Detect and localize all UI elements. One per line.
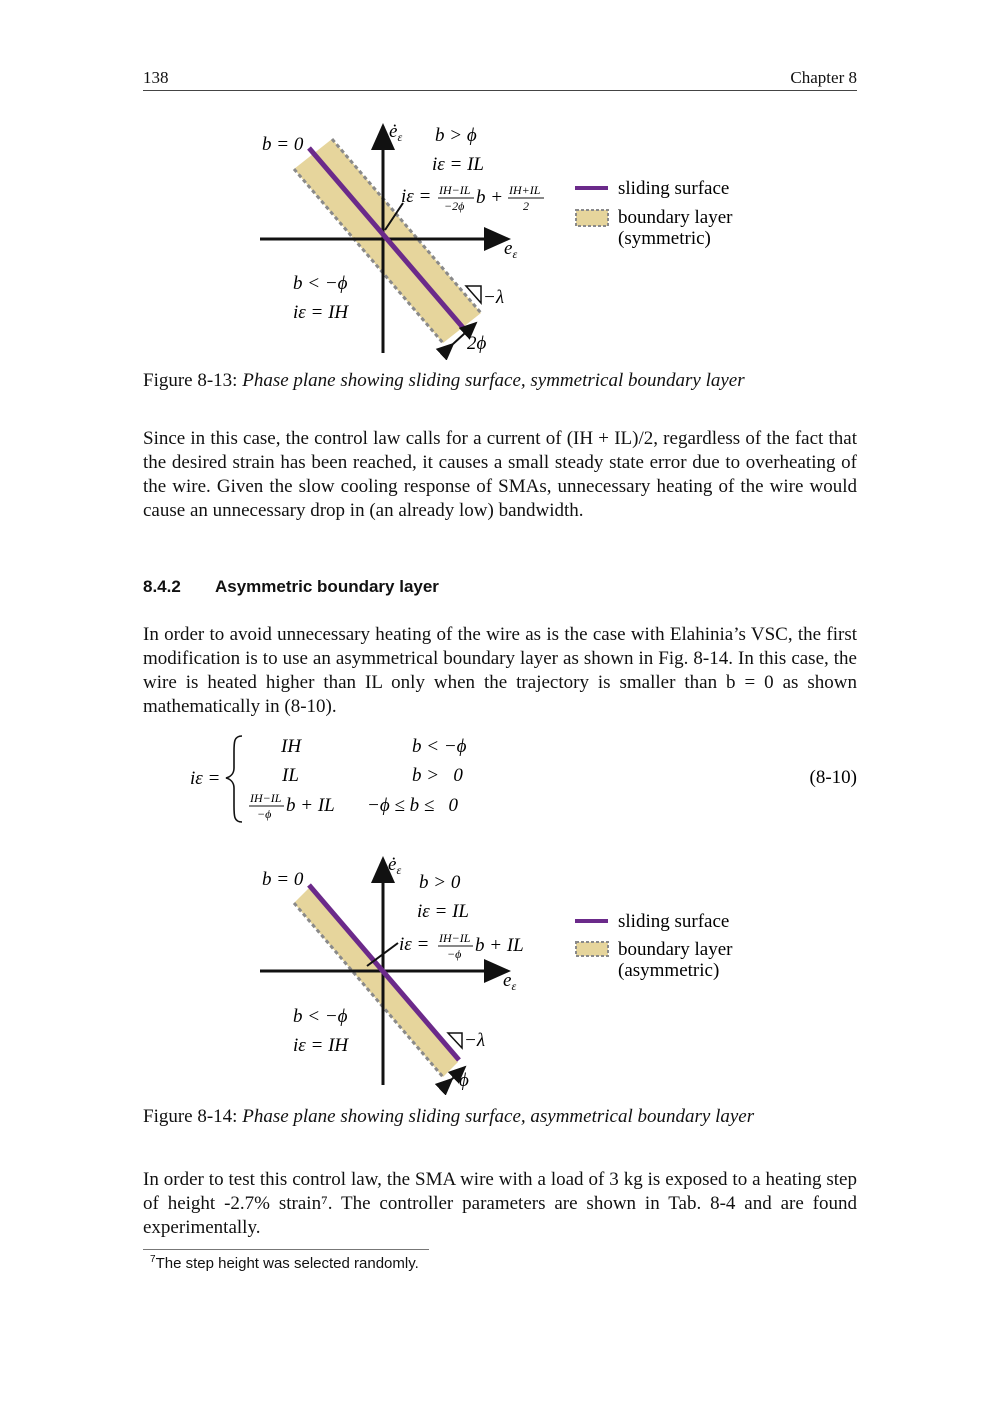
- region-bottom-condition: b < −ϕ: [293, 1006, 348, 1027]
- width-label: ϕ: [459, 1070, 469, 1091]
- label-b-zero: b = 0: [262, 869, 304, 890]
- region-mid-rest: b + IL: [475, 935, 524, 956]
- y-axis-label: $ė_\varepsilon$: [389, 121, 403, 144]
- width-label: 2ϕ: [467, 333, 487, 354]
- equation-row1-value: IH: [281, 736, 302, 757]
- equation-row1-condition: b < −ϕ: [412, 736, 467, 757]
- legend-sliding-label: sliding surface: [618, 178, 730, 199]
- legend-boundary-label: boundary layer: [618, 939, 733, 960]
- chapter-title: Chapter 8: [790, 68, 857, 87]
- y-axis-label: $ė_\varepsilon$: [388, 854, 402, 877]
- figure-8-13: [240, 110, 760, 360]
- header-rule: [143, 90, 857, 91]
- equation-brace: [226, 736, 242, 822]
- region-mid-frac1-num: IH−IL: [439, 183, 471, 197]
- equation-number: (8-10): [809, 767, 857, 788]
- figure-8-13-caption: [143, 370, 745, 392]
- caption-label: Figure 8-13:: [143, 370, 238, 391]
- equation-row3-frac-num: IH−IL: [250, 791, 282, 805]
- legend-sliding-label: sliding surface: [618, 911, 730, 932]
- page-number: 138: [143, 68, 169, 87]
- paragraph-2: In order to avoid unnecessary heating of the wire as is the case with Elahinia’s VSC, the first modification is to use an asymmetrical boundary layer as shown in Fig. 8-14. In this case, the wire is heated higher than IL only when the trajectory is smaller than b = 0 as shown mathematically in (8-10).: [143, 624, 857, 717]
- legend-boundary-label: boundary layer: [618, 207, 733, 228]
- equation-8-10: [190, 732, 857, 827]
- footnote-rule: [143, 1249, 429, 1250]
- slope-label: −λ: [464, 1030, 486, 1051]
- region-bottom-condition: b < −ϕ: [293, 273, 348, 294]
- slope-label: −λ: [483, 287, 505, 308]
- region-top-current: iε = IL: [417, 901, 469, 922]
- footnote-text: The step height was selected randomly.: [155, 1255, 419, 1272]
- region-mid-current-lhs: iε =: [401, 186, 432, 207]
- equation-row2-condition: b > 0: [412, 765, 463, 786]
- section-heading: [143, 577, 439, 597]
- caption-text: Phase plane showing sliding surface, asymmetrical boundary layer: [242, 1106, 755, 1127]
- equation-lhs: iε =: [190, 768, 221, 789]
- region-mid-b-plus: b +: [476, 187, 504, 208]
- slope-triangle-icon: [448, 1033, 462, 1048]
- caption-text: Phase plane showing sliding surface, symmetrical boundary layer: [242, 370, 745, 391]
- footnote-mark: 7: [150, 1254, 156, 1265]
- region-mid-frac2-den: 2: [523, 199, 529, 213]
- figure-8-14-caption: [143, 1106, 754, 1128]
- region-bottom-current: iε = IH: [293, 302, 349, 323]
- region-top-condition: b > 0: [419, 872, 461, 893]
- paragraph-1: Since in this case, the control law calls for a current of (IH + IL)/2, regardless of the fact that the desired strain has been reached, it causes a small steady state error due to overheating of the wire. Given the slow cooling response of SMAs, unnecessary heating of the wire would cause an unnecessary drop in (an already low) bandwidth.: [143, 428, 857, 521]
- region-top-current: iε = IL: [432, 154, 484, 175]
- equation-row3-frac-den: −ϕ: [257, 807, 272, 821]
- region-mid-frac2-num: IH+IL: [509, 183, 541, 197]
- equation-row2-value: IL: [282, 765, 299, 786]
- region-top-condition: b > ϕ: [435, 125, 477, 146]
- region-mid-frac-den: −ϕ: [447, 947, 462, 961]
- x-axis-label: $e_\varepsilon$: [503, 970, 517, 993]
- region-mid-frac1-den: −2ϕ: [444, 199, 465, 213]
- caption-label: Figure 8-14:: [143, 1106, 238, 1127]
- legend-boundary-swatch: [576, 942, 608, 956]
- section-title: Asymmetric boundary layer: [215, 577, 439, 596]
- paragraph-3: In order to test this control law, the SMA wire with a load of 3 kg is exposed to a heating step of height -2.7% strain⁷. The controller parameters are shown in Tab. 8-4 and are found experimentally.: [143, 1169, 857, 1238]
- section-number: 8.4.2: [143, 577, 181, 596]
- legend-boundary-kind: (asymmetric): [618, 960, 720, 981]
- region-mid-frac-num: IH−IL: [439, 931, 471, 945]
- region-mid-current-lhs: iε =: [399, 934, 430, 955]
- legend-boundary-kind: (symmetric): [618, 228, 711, 249]
- figure-8-14: [240, 845, 760, 1095]
- label-b-zero: b = 0: [262, 134, 304, 155]
- equation-row3-condition: −ϕ ≤ b ≤ 0: [367, 795, 459, 816]
- legend-boundary-swatch: [576, 210, 608, 226]
- x-axis-label: $e_\varepsilon$: [504, 238, 518, 261]
- equation-row3-rest: b + IL: [286, 795, 335, 816]
- region-bottom-current: iε = IH: [293, 1035, 349, 1056]
- footnote: [150, 1254, 419, 1272]
